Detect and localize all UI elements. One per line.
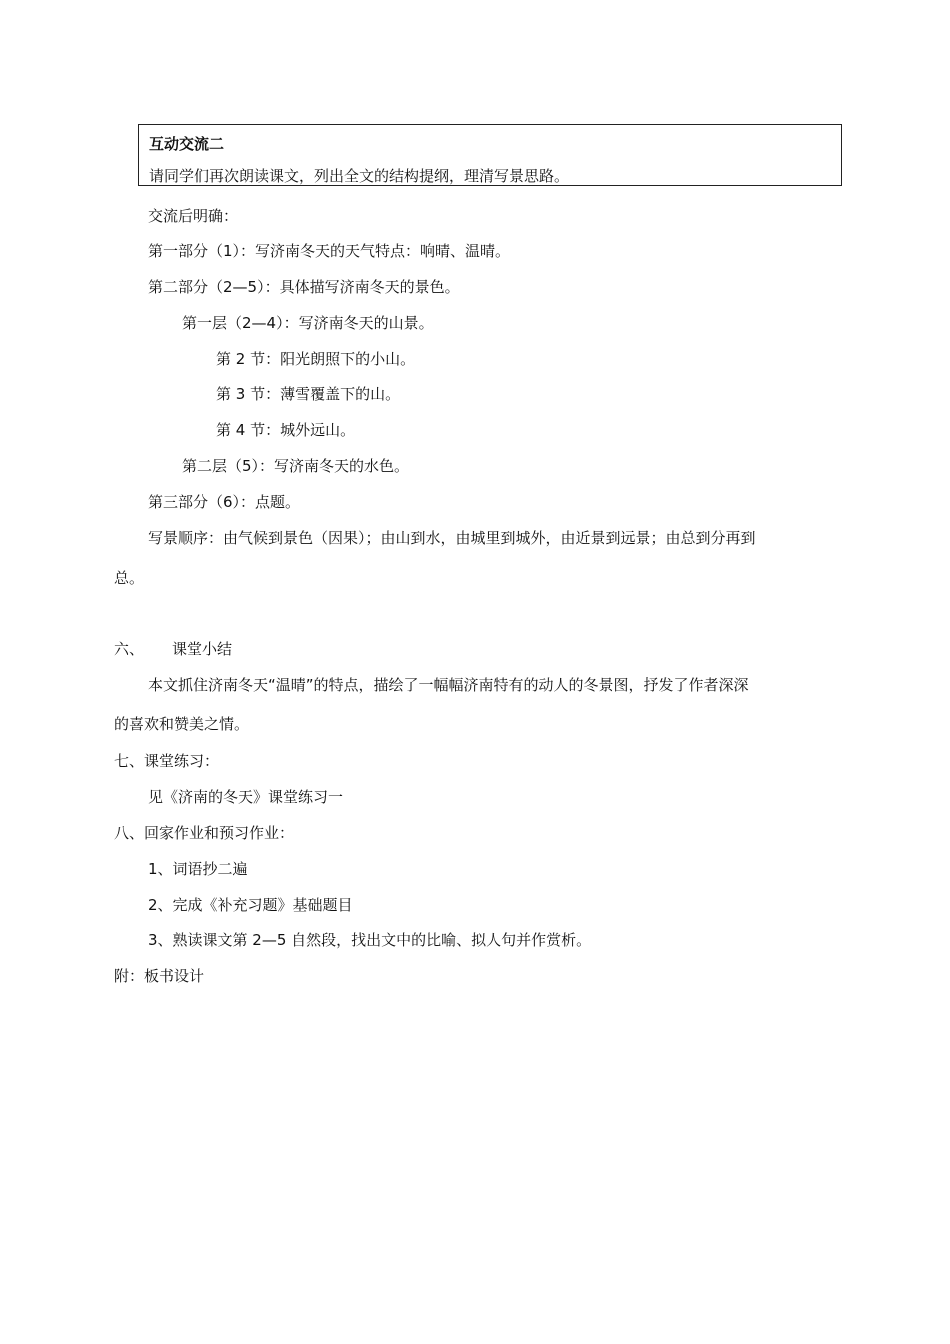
homework-item-3: 3、熟读课文第 2—5 自然段，找出文中的比喻、拟人句并作赏析。 — [148, 931, 592, 949]
text-line-order-cont: 总。 — [114, 569, 145, 587]
exercise-line: 见《济南的冬天》课堂练习一 — [148, 788, 344, 806]
interaction-box — [138, 124, 842, 186]
section-8-heading: 八、回家作业和预习作业： — [114, 824, 295, 842]
text-line-layer2: 第二层（5）：写济南冬天的水色。 — [182, 457, 410, 475]
summary-line: 本文抓住济南冬天“温晴”的特点，描绘了一幅幅济南特有的动人的冬景图，抒发了作者深深 — [148, 676, 749, 694]
section-7-heading: 七、课堂练习： — [114, 752, 220, 770]
text-line-conclusion: 交流后明确： — [148, 207, 239, 225]
section-6-title: 课堂小结 — [172, 640, 233, 658]
text-line-part3: 第三部分（6）：点题。 — [148, 493, 301, 511]
text-line-section4: 第 4 节：城外远山。 — [216, 421, 356, 439]
homework-item-1: 1、词语抄二遍 — [148, 860, 248, 878]
text-line-layer1: 第一层（2—4）：写济南冬天的山景。 — [182, 314, 434, 332]
text-line-part2: 第二部分（2—5）：具体描写济南冬天的景色。 — [148, 278, 460, 296]
text-line-part1: 第一部分（1）：写济南冬天的天气特点：响晴、温晴。 — [148, 242, 511, 260]
box-text: 请同学们再次朗读课文，列出全文的结构提纲，理清写景思路。 — [149, 167, 570, 185]
text-line-order: 写景顺序：由气候到景色（因果）；由山到水，由城里到城外，由近景到远景；由总到分再到 — [148, 529, 756, 547]
box-title: 互动交流二 — [149, 135, 225, 153]
section-6-number: 六、 — [114, 640, 145, 658]
text-line-section2: 第 2 节：阳光朗照下的小山。 — [216, 350, 416, 368]
summary-line-cont: 的喜欢和赞美之情。 — [114, 715, 250, 733]
appendix-line: 附：板书设计 — [114, 967, 205, 985]
homework-item-2: 2、完成《补充习题》基础题目 — [148, 896, 353, 914]
text-line-section3: 第 3 节：薄雪覆盖下的山。 — [216, 385, 401, 403]
